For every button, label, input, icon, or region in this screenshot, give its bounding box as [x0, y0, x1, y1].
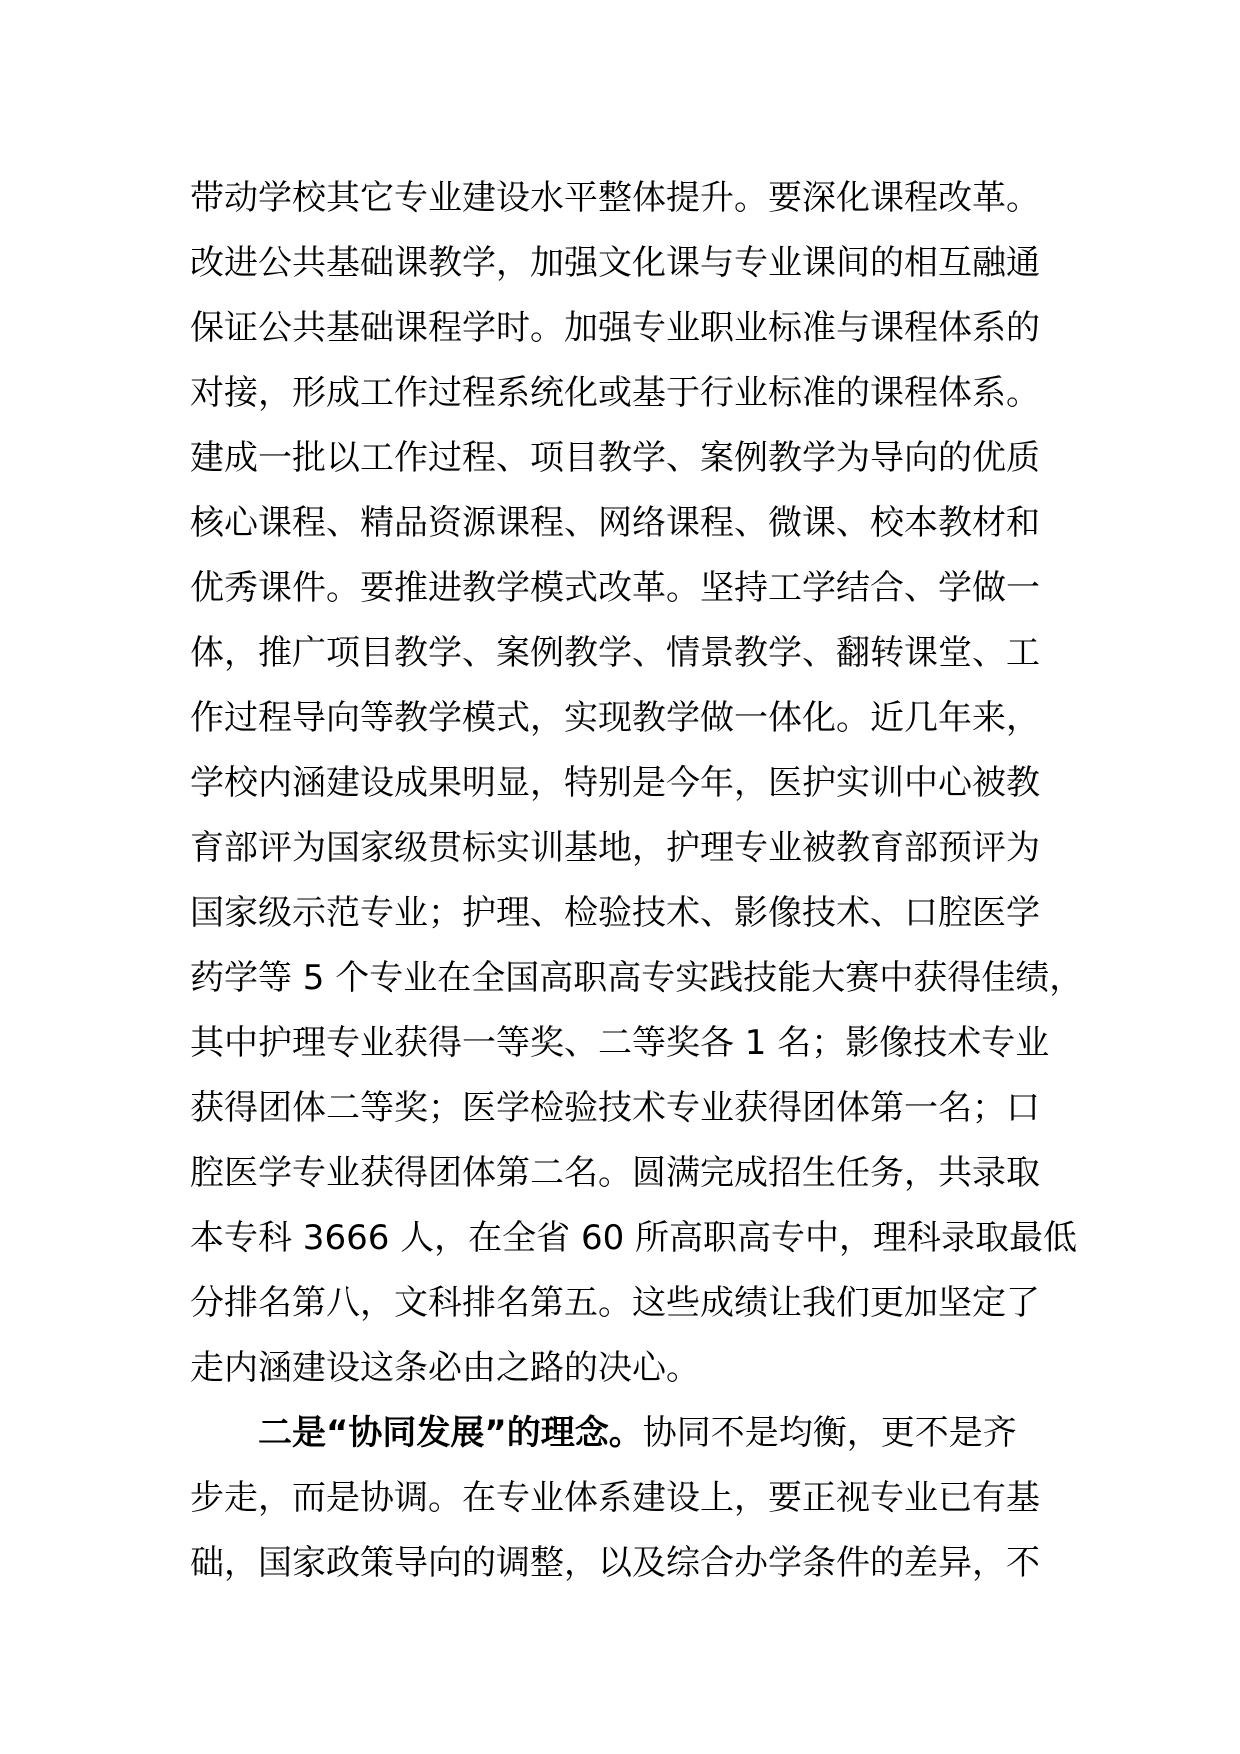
- text-line-13: 药学等 5 个专业在全国高职高专实践技能大赛中获得佳绩，: [190, 958, 1084, 998]
- text-line-12: 国家级示范专业；护理、检验技术、影像技术、口腔医学: [190, 893, 1040, 933]
- text-line-21: 步走，而是协调。在专业体系建设上，要正视专业已有基: [190, 1478, 1040, 1518]
- section-heading-continuation: 协同不是均衡，更不是齐: [642, 1413, 1017, 1453]
- text-line-10: 学校内涵建设成果明显，特别是今年，医护实训中心被教: [190, 763, 1040, 803]
- text-line-14: 其中护理专业获得一等奖、二等奖各 1 名；影像技术专业: [190, 1023, 1050, 1063]
- text-line-19: 走内涵建设这条必由之路的决心。: [190, 1348, 700, 1388]
- text-line-7: 优秀课件。要推进教学模式改革。坚持工学结合、学做一: [190, 568, 1040, 608]
- body-text: [190, 166, 1090, 1596]
- text-line-6: 核心课程、精品资源课程、网络课程、微课、校本教材和: [190, 503, 1040, 543]
- text-line-11: 育部评为国家级贯标实训基地，护理专业被教育部预评为: [190, 828, 1040, 868]
- text-line-3: 保证公共基础课程学时。加强专业职业标准与课程体系的: [190, 308, 1040, 348]
- text-line-22: 础，国家政策导向的调整，以及综合办学条件的差异，不: [190, 1543, 1040, 1583]
- text-line-18: 分排名第八，文科排名第五。这些成绩让我们更加坚定了: [190, 1283, 1040, 1323]
- text-line-1: 带动学校其它专业建设水平整体提升。要深化课程改革。: [190, 178, 1040, 218]
- text-line-17: 本专科 3666 人，在全省 60 所高职高专中，理科录取最低: [190, 1218, 1078, 1258]
- text-line-8: 体，推广项目教学、案例教学、情景教学、翻转课堂、工: [190, 633, 1040, 673]
- text-line-4: 对接，形成工作过程系统化或基于行业标准的课程体系。: [190, 373, 1040, 413]
- text-line-16: 腔医学专业获得团体第二名。圆满完成招生任务，共录取: [190, 1153, 1040, 1193]
- section-heading-line: [190, 1401, 1090, 1466]
- text-line-5: 建成一批以工作过程、项目教学、案例教学为导向的优质: [190, 438, 1040, 478]
- section-heading: 二是“协同发展”的理念。: [258, 1413, 643, 1453]
- text-line-15: 获得团体二等奖；医学检验技术专业获得团体第一名；口: [190, 1088, 1040, 1128]
- text-line-9: 作过程导向等教学模式，实现教学做一体化。近几年来，: [190, 698, 1040, 738]
- text-line-2: 改进公共基础课教学，加强文化课与专业课间的相互融通: [190, 243, 1040, 283]
